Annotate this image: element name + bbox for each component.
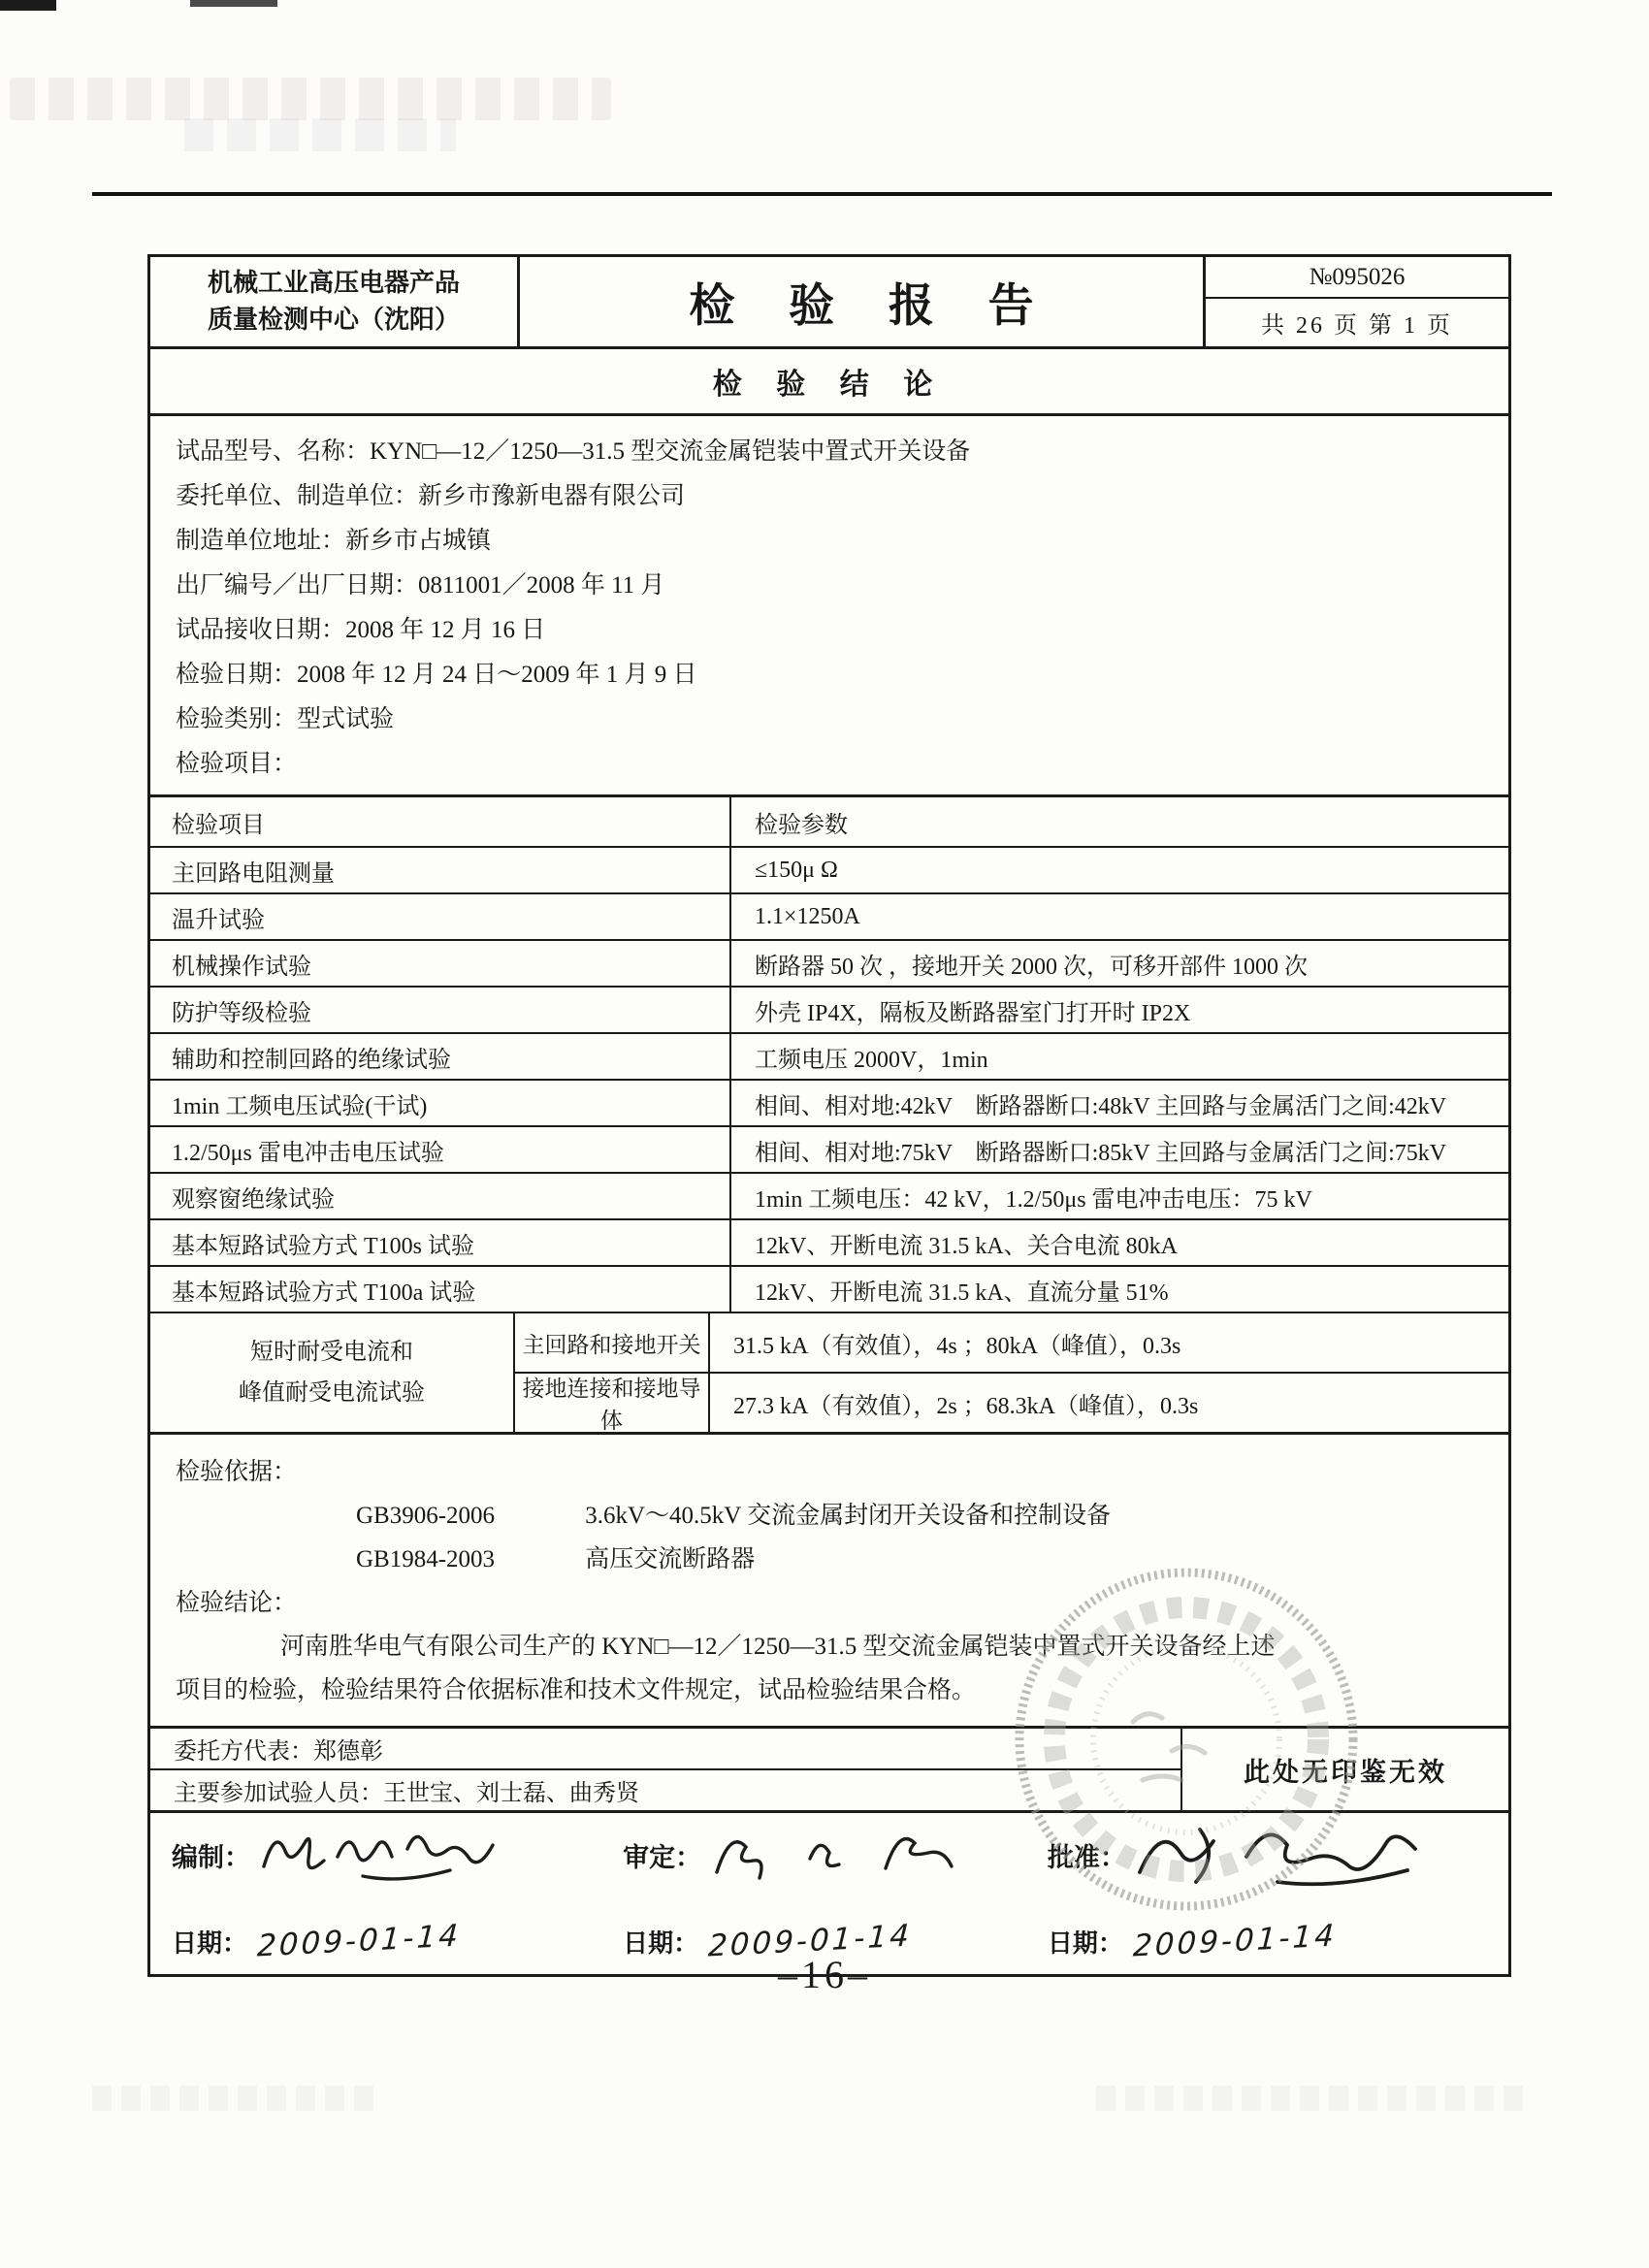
test-item-cell: 机械操作试验 [150,941,731,986]
group-label-cell [150,1313,515,1432]
info-line: 试品型号、名称：KYN□—12／1250—31.5 型交流金属铠装中置式开关设备 [176,438,971,465]
info-line: 制造单位地址：新乡市占城镇 [176,528,492,554]
prepared-column [172,1823,623,1968]
report-header [150,257,1508,349]
column-header-param: 检验参数 [755,812,848,838]
report-number: №095026 [1206,257,1508,299]
representatives-block [150,1729,1508,1813]
scan-edge-smudge [190,0,277,7]
basis-heading: 检验依据： [176,1459,298,1485]
reviewed-label: 审定： [623,1842,702,1872]
test-item-cell: 1min 工频电压试验(干试) [150,1081,731,1125]
reviewed-signature [707,1820,959,1890]
info-line: 试品接收日期：2008 年 12 月 16 日 [176,617,546,643]
column-header-item: 检验项目 [150,797,731,846]
test-param-cell: 12kV、开断电流 31.5 kA、直流分量 51% [755,1280,1169,1306]
prepared-label: 编制： [172,1842,250,1872]
table-row [150,939,1508,986]
prepared-signature [256,1820,499,1890]
sample-info-block [150,416,1508,797]
test-item-cell: 主回路电阻测量 [150,848,731,892]
client-representative-line: 委托方代表：郑德彰 [174,1739,383,1765]
table-row [150,1032,1508,1079]
test-item-cell: 1.2/50μs 雷电冲击电压试验 [150,1127,731,1172]
representatives-left [150,1729,1180,1810]
table-row [150,1265,1508,1312]
approved-signature [1132,1816,1423,1894]
group-subrows [515,1313,1508,1432]
prepared-date-handwritten: 2009-01-14 [256,1918,462,1964]
basis-conclusion-block [150,1435,1508,1729]
standard-line [176,1538,1483,1581]
sub-param-cell: 27.3 kA（有效值），2s ；68.3kA（峰值），0.3s [733,1393,1199,1419]
test-item-cell: 基本短路试验方式 T100s 试验 [150,1220,731,1265]
test-param-cell: 断路器 50 次 ，接地开关 2000 次，可移开部件 1000 次 [755,954,1308,980]
standard-code: GB3906-2006 [356,1503,496,1529]
table-row [150,1125,1508,1172]
conclusion-heading: 检验结论： [176,1590,298,1616]
faint-watermark-shenghua [184,118,456,151]
sub-item-cell: 接地连接和接地导体 [515,1374,710,1432]
sub-param-cell: 31.5 kA（有效值），4s ；80kA（峰值），0.3s [733,1333,1181,1359]
report-title: 检 验 报 告 [689,280,1055,332]
table-row [150,1218,1508,1265]
table-row [150,846,1508,892]
test-item-cell: 防护等级检验 [150,988,731,1032]
signoff-block [150,1813,1508,1974]
participants-line: 主要参加试验人员：王世宝、刘士磊、曲秀贤 [150,1768,1180,1810]
table-subrow [515,1372,1508,1432]
test-param-cell: ≤150μ Ω [755,857,838,883]
test-param-cell: 外壳 IP4X，隔板及断路器室门打开时 IP2X [755,1000,1191,1026]
group-label-line1: 短时耐受电流和 [250,1340,413,1365]
issuing-organization [150,257,520,346]
test-param-cell: 12kV、开断电流 31.5 kA、关合电流 80kA [755,1233,1178,1259]
top-rule-line [92,192,1552,196]
info-line: 检验项目： [176,751,298,777]
test-param-cell: 相间、相对地:75kV 断路器断口:85kV 主回路与金属活门之间:75kV [755,1140,1447,1166]
report-table [147,254,1511,1977]
date-label: 日期： [1047,1928,1123,1958]
group-label-line2: 峰值耐受电流试验 [239,1380,425,1406]
info-line: 出厂编号／出厂日期：0811001／2008 年 11 月 [176,572,665,599]
standard-name: 高压交流断路器 [585,1546,756,1572]
approved-column [1048,1823,1499,1968]
faint-watermark-bottom-right [1096,2086,1523,2111]
test-parameter-table [150,797,1508,1435]
reviewed-date-handwritten: 2009-01-14 [707,1918,914,1964]
test-param-cell: 相间、相对地:42kV 断路器断口:48kV 主回路与金属活门之间:42kV [755,1093,1447,1119]
report-number-block [1203,257,1508,346]
faint-watermark-top [10,78,611,120]
sub-item-cell: 主回路和接地开关 [515,1313,710,1372]
date-label: 日期： [623,1928,699,1958]
table-subrow [515,1313,1508,1372]
approved-date-handwritten: 2009-01-14 [1132,1918,1338,1964]
standard-code: GB1984-2003 [356,1546,496,1572]
scan-corner-mark [0,0,56,11]
standard-name: 3.6kV～40.5kV 交流金属封闭开关设备和控制设备 [585,1503,1112,1529]
table-header-row [150,797,1508,846]
date-label: 日期： [172,1928,248,1958]
page-count: 共 26 页 第 1 页 [1261,313,1453,340]
test-param-cell: 工频电压 2000V，1min [755,1047,988,1073]
test-item-cell: 温升试验 [150,894,731,939]
withstand-current-group-row [150,1312,1508,1432]
faint-watermark-bottom-left [92,2086,383,2111]
reviewed-column [623,1823,1048,1968]
conclusion-line2: 项目的检验，检验结果符合依据标准和技术文件规定，试品检验结果合格。 [176,1677,977,1703]
stamp-notice-cell: 此处无印鉴无效 [1180,1729,1508,1810]
info-line: 检验日期：2008 年 12 月 24 日～2009 年 1 月 9 日 [176,662,697,688]
test-param-cell: 1min 工频电压：42 kV，1.2/50μs 雷电冲击电压：75 kV [755,1186,1312,1213]
table-row [150,892,1508,939]
approved-label: 批准： [1047,1842,1126,1872]
test-item-cell: 观察窗绝缘试验 [150,1174,731,1218]
test-param-cell: 1.1×1250A [755,903,860,929]
info-line: 检验类别：型式试验 [176,706,395,732]
org-name-line1: 机械工业高压电器产品 [207,269,460,298]
org-name-line2: 质量检测中心（沈阳） [207,306,460,334]
section-title: 检 验 结 论 [150,349,1508,416]
table-row [150,986,1508,1032]
table-row [150,1079,1508,1125]
standard-line [176,1494,1483,1538]
info-line: 委托单位、制造单位：新乡市豫新电器有限公司 [176,483,686,509]
table-row [150,1172,1508,1218]
test-item-cell: 辅助和控制回路的绝缘试验 [150,1034,731,1079]
page-number: –16– [778,1953,871,1996]
test-item-cell: 基本短路试验方式 T100a 试验 [150,1267,731,1312]
conclusion-line1: 河南胜华电气有限公司生产的 KYN□—12／1250—31.5 型交流金属铠装中置式开关设备经上述 [280,1634,1276,1660]
